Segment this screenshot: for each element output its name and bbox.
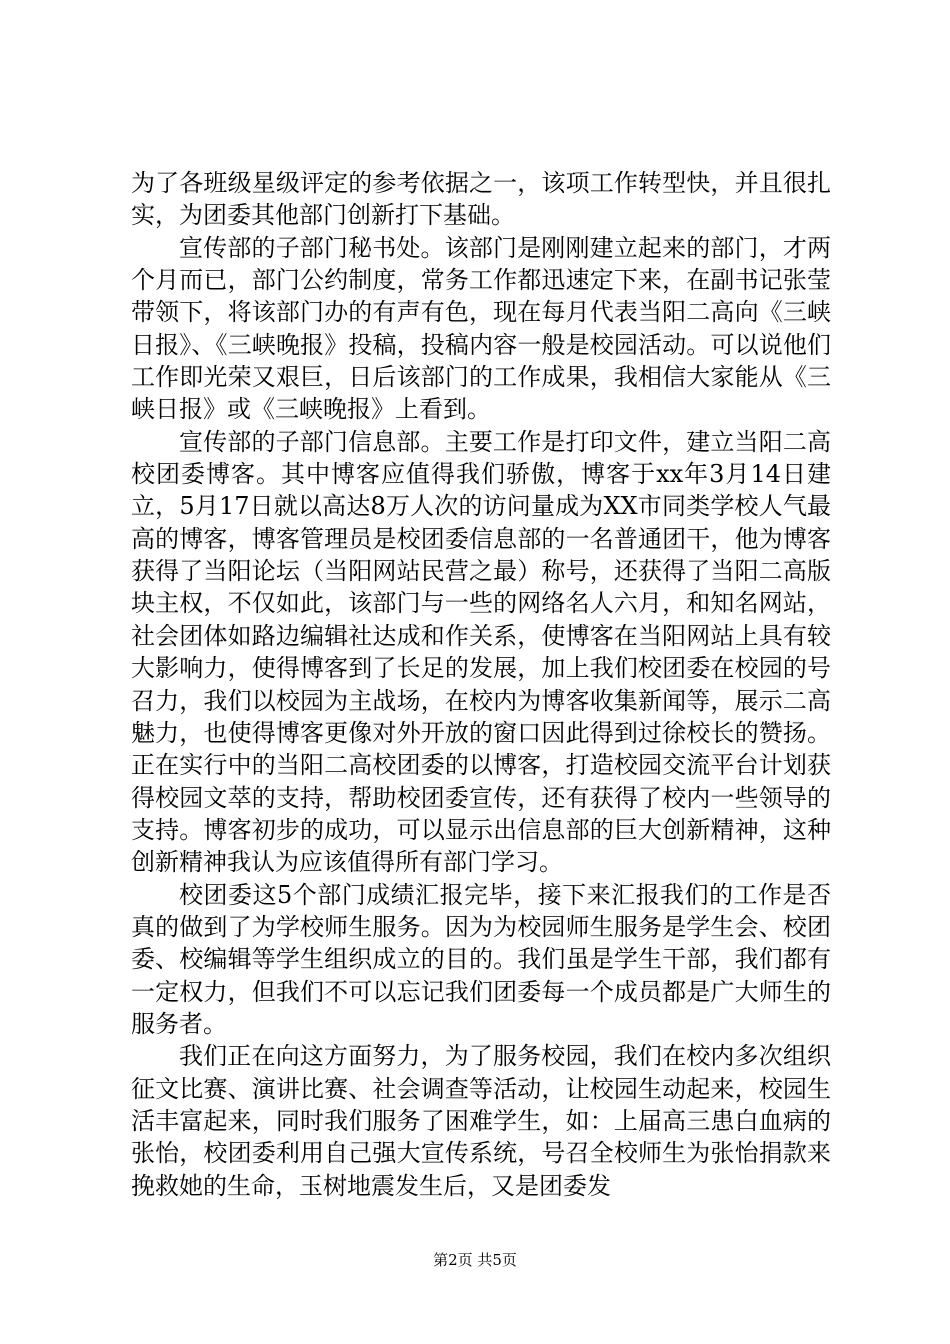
- paragraph-secretariat: 宣传部的子部门秘书处。该部门是刚刚建立起来的部门，才两个月而已，部门公约制度，常务工作都迅速定下来，在副书记张莹带领下，将该部门办的有声有色，现在每月代表当阳二高向《三峡日报》、《三峡晚报》投稿，投稿内容一般是校园活动。可以说他们工作即光荣又艰巨，日后该部门的工作成果，我相信大家能从《三峡日报》或《三峡晚报》上看到。: [131, 233, 831, 424]
- paragraph-continuation: 为了各班级星级评定的参考依据之一，该项工作转型快，并且很扎实，为团委其他部门创新打下基础。: [131, 169, 831, 230]
- paragraph-service-efforts: 我们正在向这方面努力，为了服务校园，我们在校内多次组织征文比赛、演讲比赛、社会调查等活动，让校园生动起来，校园生活丰富起来，同时我们服务了困难学生，如：上届高三患白血病的张怡，校团委利用自己强大宣传系统，号召全校师生为张怡捐款来挽救她的生命，玉树地震发生后，又是团委发: [131, 1042, 831, 1200]
- document-body: [131, 167, 831, 1202]
- paragraph-information-dept: 宣传部的子部门信息部。主要工作是打印文件，建立当阳二高校团委博客。其中博客应值得我们骄傲，博客于xx年3月14日建立，5月17日就以高达8万人次的访问量成为XX市同类学校人气最高的博客，博客管理员是校团委信息部的一名普通团干，他为博客获得了当阳论坛（当阳网站民营之最）称号，还获得了当阳二高版块主权，不仅如此，该部门与一些的网络名人六月，和知名网站，社会团体如路边编辑社达成和作关系，使博客在当阳网站上具有较大影响力，使得博客到了长足的发展，加上我们校团委在校园的号召力，我们以校园为主战场，在校内为博客收集新闻等，展示二高魅力，也使得博客更像对外开放的窗口因此得到过徐校长的赞扬。正在实行中的当阳二高校团委的以博客，打造校园交流平台计划获得校园文萃的支持，帮助校团委宣传，还有获得了校内一些领导的支持。博客初步的成功，可以显示出信息部的巨大创新精神，这种创新精神我认为应该值得所有部门学习。: [131, 427, 831, 877]
- paragraph-service-report: 校团委这5个部门成绩汇报完毕，接下来汇报我们的工作是否真的做到了为学校师生服务。因为为校园师生服务是学生会、校团委、校编辑等学生组织成立的目的。我们虽是学生干部，我们都有一定权力，但我们不可以忘记我们团委每一个成员都是广大师生的服务者。: [131, 880, 831, 1038]
- page-number-footer: 第2页 共5页: [433, 1251, 517, 1269]
